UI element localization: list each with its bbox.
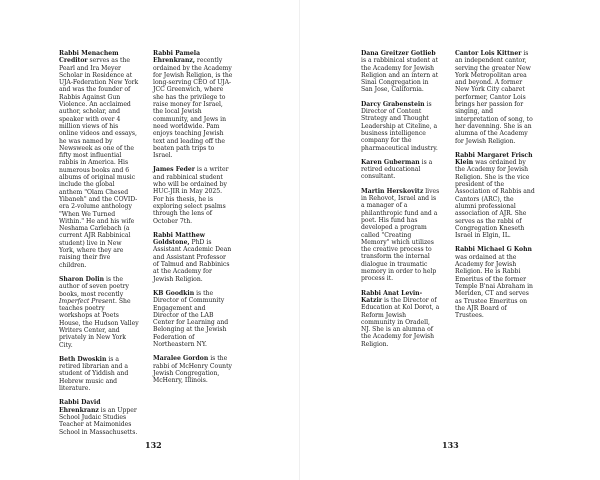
bio-name: Martin Herskovitz	[361, 187, 424, 195]
bio-entry: Martin Herskovitz lives in Rehovot, Israel and is a manager of a philanthropic fund and a poet. His fund has developed a program called "Creating Memory" which utilizes the creative process to transform the internal dialogue in traumatic memory in order to help process it.	[361, 187, 440, 283]
bio-entry: Sharon Dolin is the author of seven poetry books, most recently Imperfect Present. She teaches poetry workshops at Poets House, the Hudson Valley Writers Center, and privately in New York City.	[59, 275, 139, 349]
bio-entry: Maralee Gordon is the rabbi of McHenry County Jewish Congregation, McHenry, Illinois.	[153, 355, 232, 385]
bio-name: KB Goodkin	[153, 289, 195, 297]
book-title: Imperfect Present.	[59, 297, 117, 305]
page-number-right: 133	[442, 440, 459, 450]
bio-name: Rabbi Anat Levin-Katzir	[361, 289, 423, 304]
bio-entry: Rabbi Pamela Ehrenkranz, recently ordained by the Academy for Jewish Religion, is the long-serving CEO of UJA-JCC Greenwich, where she has the privilege to raise money for Israel, the local Jewish community, and Jews in need worldwide. Pam enjoys teaching Jewish text and leading off the beaten path trips to Israel.	[153, 50, 233, 160]
page-number-left: 132	[145, 440, 162, 450]
bio-entry: Rabbi Menachem Creditor serves as the Pearl and Ira Meyer Scholar in Residence at UJA-Federation New York and was the founder of Rabbis Against Gun Violence. An acclaimed author, scholar, and speaker with over 4 million views of his online videos and essays, he was named by Newsweek as one of the fifty most influential rabbis in America. His numerous books and 6 albums of original music include the global anthem "Olam Chesed Yibaneh" and the COVID-era 2-volume anthology "When We Turned Within." He and his wife Neshama Carlebach (a current AJR Rabbinical student) live in New York, where they are raising their five children.	[59, 50, 139, 269]
bio-name: Dana Greitzer Gotlieb	[361, 50, 436, 57]
bio-name: Sharon Dolin	[59, 275, 105, 283]
bio-entry: Rabbi David Ehrenkranz is an Upper School Judaic Studies Teacher at Maimonides School in Massachusetts.	[59, 399, 138, 436]
bio-name: Rabbi Menachem Creditor	[59, 50, 119, 65]
bio-name: Beth Dwoskin	[59, 355, 107, 363]
left-column-1	[59, 50, 139, 443]
right-column-1	[361, 50, 441, 355]
right-page	[300, 0, 600, 480]
bio-name: Rabbi Matthew Goldstone,	[153, 231, 205, 247]
bio-name: Rabbi David Ehrenkranz	[59, 399, 101, 414]
bio-name: Rabbi Michael G Kohn	[455, 246, 532, 254]
bio-entry: Dana Greitzer Gotlieb is a rabbinical student at the Academy for Jewish Religion and an intern at Sinai Congregation in San Jose, California.	[361, 50, 439, 94]
bio-name: Rabbi Margaret Frisch Klein	[455, 151, 533, 167]
bio-name: Maralee Gordon	[153, 355, 209, 363]
bio-name: James Feder	[153, 166, 195, 174]
bio-entry: KB Goodkin is the Director of Community Engagement and Director of the LAB Center for Learning and Belonging at the Jewish Federation of Northeastern NY.	[153, 289, 229, 348]
right-column-2	[455, 50, 535, 326]
bio-entry: Beth Dwoskin is a retired librarian and a student of Yiddish and Hebrew music and literature.	[59, 355, 129, 393]
bio-entry: Rabbi Michael G Kohn was ordained at the Academy for Jewish Religion. He is Rabbi Emeritus of the former Temple B'nai Abraham in Meriden, CT and serves as Trustee Emeritus on the AJR Board of Trustees.	[455, 246, 533, 320]
bio-entry: Rabbi Matthew Goldstone, PhD is Assistant Academic Dean and Assistant Professor of Talmud and Rabbinics at the Academy for Jewish Religion.	[153, 231, 232, 283]
bio-entry: Cantor Lois Kittner is an independent cantor, serving the greater New York Metropolitan area and beyond. A former New York City cabaret performer, Cantor Lois brings her passion for singing, and interpretation of song, to her davenning. She is an alumna of the Academy for Jewish Religion.	[455, 50, 533, 145]
bio-entry: Karen Guberman is a retired educational consultant.	[361, 158, 433, 181]
bio-name: Rabbi Pamela Ehrenkranz,	[153, 50, 201, 65]
bio-entry: Darcy Grabenstein is Director of Content Strategy and Thought Leadership at Citeline, a business intelligence company for the pharmaceutical industry.	[361, 100, 438, 152]
bio-entry: Rabbi Anat Levin-Katzir is the Director of Education at Kol Dorot, a Reform Jewish community in Oradell, NJ. She is an alumna of the Academy for Jewish Religion.	[361, 289, 440, 348]
bio-entry: James Feder is a writer and rabbinical student who will be ordained by HUC-JIR in May 2025. For his thesis, he is exploring select psalms through the lens of October 7th.	[153, 166, 229, 225]
left-column-2	[153, 50, 233, 391]
bio-entry: Rabbi Margaret Frisch Klein was ordained by the Academy for Jewish Religion. She is the vice president of the Association of Rabbis and Cantors (ARC), the alumni professional association of AJR. She serves as the rabbi of Congregation Kneseth Israel in Elgin, IL.	[455, 151, 535, 240]
bio-name: Darcy Grabenstein	[361, 100, 425, 108]
bio-name: Cantor Lois Kittner	[455, 50, 522, 57]
bio-name: Karen Guberman	[361, 158, 420, 166]
